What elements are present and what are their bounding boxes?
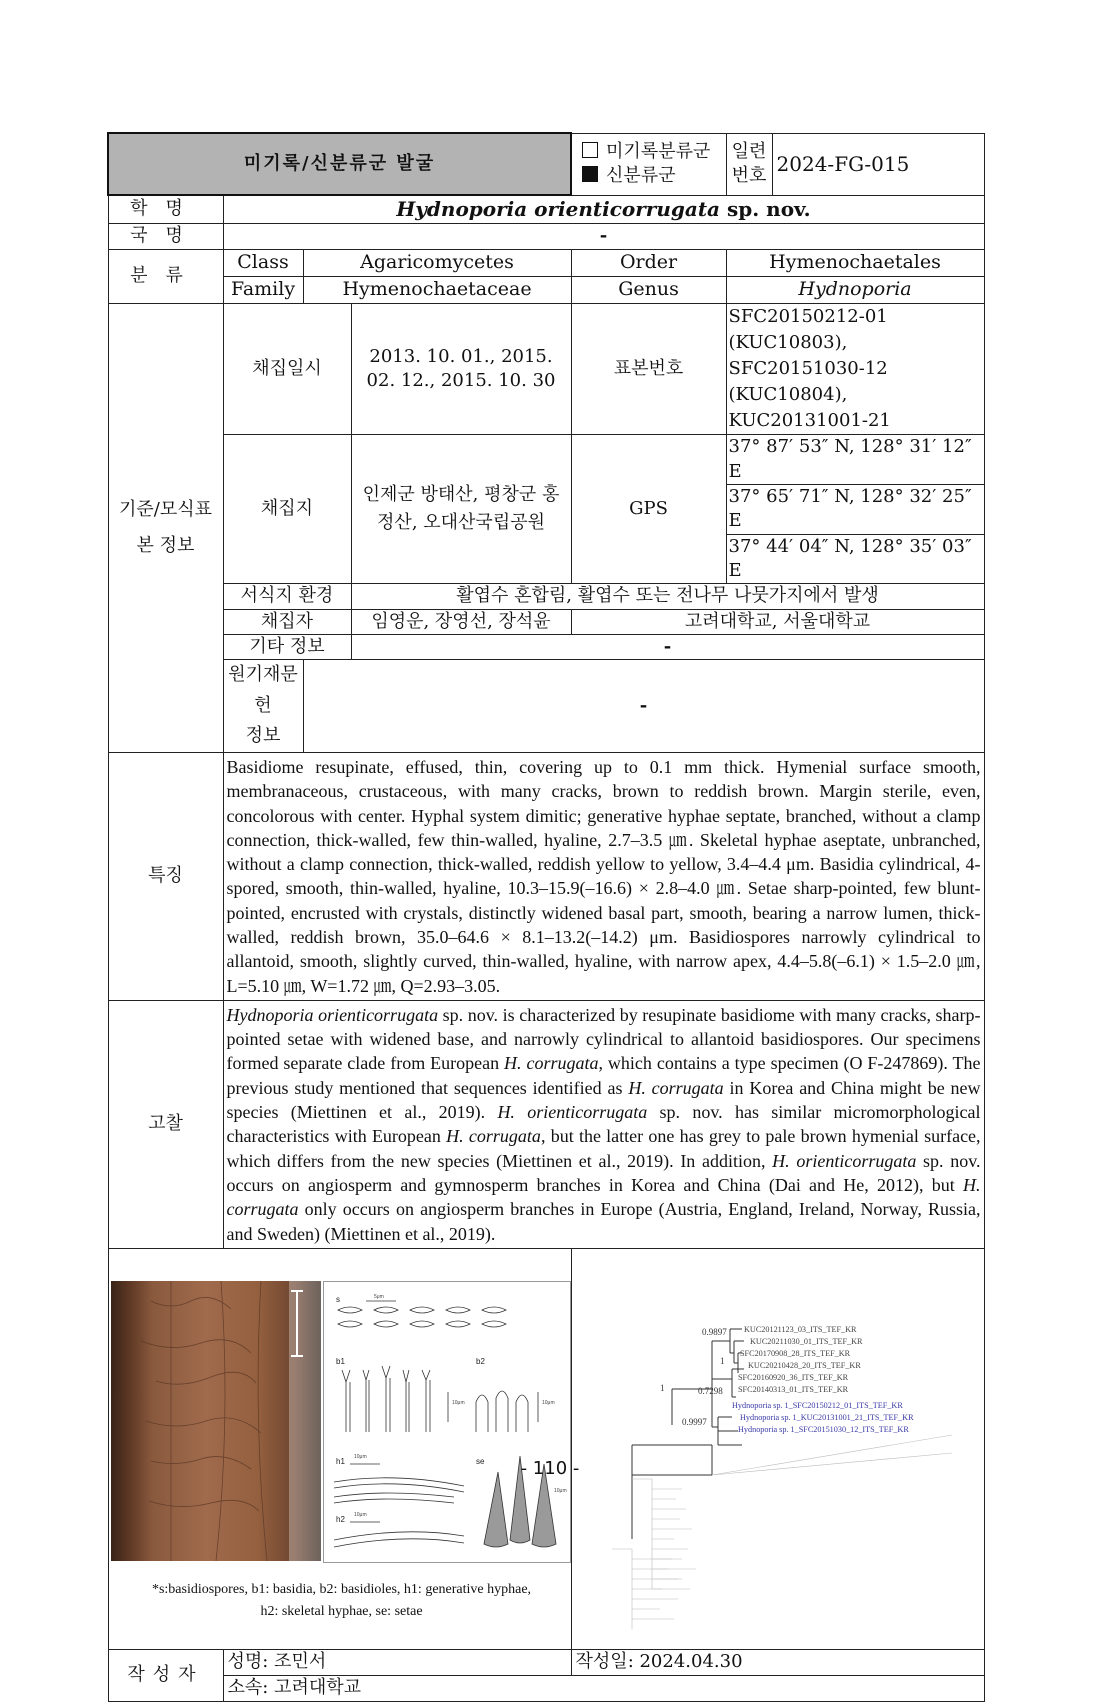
original-literature-value: -	[303, 660, 984, 753]
class-label: Class	[223, 250, 303, 277]
author-date: 작성일: 2024.04.30	[571, 1649, 984, 1675]
collection-site-label: 채집지	[223, 435, 351, 584]
specimen-number: SFC20151030-12 (KUC10804),	[728, 358, 888, 406]
tree-taxon: SFC20160920_36_ITS_TEF_KR	[737, 1372, 848, 1382]
tree-taxon: KUC20121123_03_ITS_TEF_KR	[743, 1324, 857, 1334]
support-value: 0.9897	[701, 1326, 727, 1337]
genus-value: Hydnoporia	[726, 277, 984, 304]
korean-name-value: -	[223, 224, 984, 250]
specimen-number: SFC20150212-01 (KUC10803),	[728, 306, 888, 354]
family-label: Family	[223, 277, 303, 304]
tree-taxon: SFC20170908_28_ITS_TEF_KR	[739, 1348, 850, 1358]
micro-label: se	[475, 1456, 484, 1466]
support-value: 0.7298	[697, 1385, 723, 1396]
checked-box-icon	[582, 166, 598, 182]
scale-label: 10μm	[451, 1399, 465, 1406]
micromorphology-drawing	[323, 1281, 571, 1563]
collection-site-value: 인제군 방태산, 평창군 홍정산, 오대산국립공원	[351, 435, 571, 584]
tree-svg	[572, 1249, 982, 1649]
class-value: Agaricomycetes	[303, 250, 571, 277]
genus-label: Genus	[571, 277, 726, 304]
figure-right-cell	[571, 1248, 984, 1649]
gps-coordinate: 37° 65′ 71″ N, 128° 32′ 25″ E	[727, 485, 984, 535]
author-name: 성명: 조민서	[223, 1649, 571, 1675]
phylogenetic-tree	[572, 1249, 984, 1649]
scale-label: 5μm	[373, 1293, 384, 1300]
scientific-name: Hydnoporia orienticorrugata sp. nov.	[223, 195, 984, 224]
collection-date-label: 채집일시	[223, 304, 351, 435]
korean-name-label: 국명	[108, 224, 223, 250]
support-value: 0.9997	[681, 1416, 707, 1427]
scale-label: 10μm	[353, 1511, 367, 1518]
support-value: 1	[719, 1355, 725, 1366]
features-text: Basidiome resupinate, effused, thin, covering up to 0.1 mm thick. Hymenial surface smooth, membranaceous, crustaceous, with many cracks, brown to reddish brown. Margin sterile, even, concolorous with center. Hyphal system dimitic; generative hyphae septate, branched, without a clamp connection, thick-walled, few thin-walled, hyaline, 2.7–3.5 ㎛. Skeletal hyphae aseptate, unbranched, without a clamp connection, thick-walled, reddish yellow to yellow, 3.4–4.4 μm. Basidia cylindrical, 4-spored, smooth, thin-walled, hyaline, 10.3–15.9(–16.6) × 2.8–4.0 ㎛. Setae sharp-pointed, few blunt-pointed, encrusted with crystals, distinctly widened basal part, smooth, bearing a narrow lumen, thick-walled, reddish brown, 35.0–64.6 × 8.1–13.2(–14.2) μm. Basidiospores narrowly cylindrical to allantoid, smooth, slightly curved, thin-walled, hyaline, with narrow apex, 4.4–5.8(–6.1) × 1.5–2.0 ㎛, L=5.10 ㎛, W=1.72 ㎛, Q=2.93–3.05.	[223, 752, 984, 1000]
page-number: - 110 -	[520, 1458, 580, 1479]
specimen-info-label: 기준/모식표본 정보	[108, 304, 223, 753]
option-new-taxon[interactable]: 신분류군	[582, 164, 716, 188]
tree-taxon: SFC20140313_01_ITS_TEF_KR	[737, 1384, 848, 1394]
serial-label: 일련 번호	[726, 133, 772, 195]
discussion-label: 고찰	[108, 1000, 223, 1248]
micro-label: h1	[335, 1456, 345, 1466]
micromorphology-svg	[324, 1282, 570, 1562]
serial-value: 2024-FG-015	[772, 133, 984, 195]
scientific-name-label: 학명	[108, 195, 223, 224]
tree-taxon: KUC20211030_01_ITS_TEF_KR	[749, 1336, 863, 1346]
micro-label: h2	[335, 1514, 345, 1524]
gps-coordinate: 37° 87′ 53″ N, 128° 31′ 12″ E	[727, 435, 984, 484]
scale-label: 10μm	[541, 1399, 555, 1406]
discussion-text: Hydnoporia orienticorrugata sp. nov. is characterized by resupinate basidiome with many cracks, sharp-pointed setae with widened base, and narrowly cylindrical to allantoid basidiospores. Our specimens formed separate clade from European H. corrugata, which contains a type specimen (O F-247869). The previous study mentioned that sequences identified as H. corrugata in Korea and China might be new species (Miettinen et al., 2019). H. orienticorrugata sp. nov. has similar micromorphological characteristics with European H. corrugata, but the latter one has grey to pale brown hymenial surface, which differs from the new species (Miettinen et al., 2019). In addition, H. orienticorrugata sp. nov. occurs on angiosperm and gymnosperm branches in Korea and China (Dai and He, 2012), but H. corrugata only occurs on angiosperm branches in Europe (Austria, England, Ireland, Norway, Russia, and Sweden) (Miettinen et al., 2019).	[223, 1000, 984, 1248]
micro-label: b1	[335, 1356, 345, 1366]
tree-taxon-new-species: Hydnoporia sp. 1_SFC20151030_12_ITS_TEF_KR	[737, 1424, 909, 1434]
micro-label: s	[335, 1294, 340, 1304]
other-info-value: -	[351, 634, 984, 659]
scale-label: 10μm	[553, 1487, 567, 1494]
family-value: Hymenochaetaceae	[303, 277, 571, 304]
figure-caption: *s:basidiospores, b1: basidia, b2: basidioles, h1: generative hyphae, h2: skeletal hyphae, se: setae	[151, 1581, 532, 1620]
photo-texture	[111, 1281, 321, 1561]
features-label: 특징	[108, 752, 223, 1000]
classification-label: 분류	[108, 250, 223, 304]
unchecked-box-icon	[582, 142, 598, 158]
author-label: 작성자	[108, 1649, 223, 1701]
specimen-number-label: 표본번호	[571, 304, 726, 435]
support-value: 1	[659, 1382, 665, 1393]
option-unrecorded[interactable]: 미기록분류군	[582, 140, 716, 164]
order-value: Hymenochaetales	[726, 250, 984, 277]
habitat-label: 서식지 환경	[223, 584, 351, 609]
original-literature-label: 원기재문헌 정보	[223, 660, 303, 753]
habitat-value: 활엽수 혼합림, 활엽수 또는 전나무 나뭇가지에서 발생	[351, 584, 984, 609]
collector-value: 임영운, 장영선, 장석윤	[351, 609, 571, 634]
scale-label: 10μm	[353, 1453, 367, 1460]
order-label: Order	[571, 250, 726, 277]
micro-label: b2	[475, 1356, 485, 1366]
tree-taxon: KUC20210428_20_ITS_TEF_KR	[747, 1360, 861, 1370]
specimen-number: KUC20131001-21	[728, 410, 891, 432]
taxon-type-options	[571, 133, 726, 195]
figure-left-cell	[108, 1248, 571, 1649]
tree-taxon-new-species: Hydnoporia sp. 1_SFC20150212_01_ITS_TEF_KR	[731, 1400, 903, 1410]
collection-date-value: 2013. 10. 01., 2015. 02. 12., 2015. 10. 30	[351, 304, 571, 435]
collector-label: 채집자	[223, 609, 351, 634]
basidiome-photo	[111, 1281, 321, 1561]
gps-label: GPS	[571, 435, 726, 584]
page-title: 미기록/신분류군 발굴	[108, 133, 571, 195]
specimen-numbers	[726, 304, 984, 435]
other-info-label: 기타 정보	[223, 634, 351, 659]
gps-coordinate: 37° 44′ 04″ N, 128° 35′ 03″ E	[727, 534, 984, 583]
institution-value: 고려대학교, 서울대학교	[571, 609, 984, 634]
author-affiliation: 소속: 고려대학교	[223, 1675, 984, 1701]
tree-taxon-new-species: Hydnoporia sp. 1_KUC20131001_21_ITS_TEF_KR	[739, 1412, 914, 1422]
gps-values	[726, 435, 984, 584]
